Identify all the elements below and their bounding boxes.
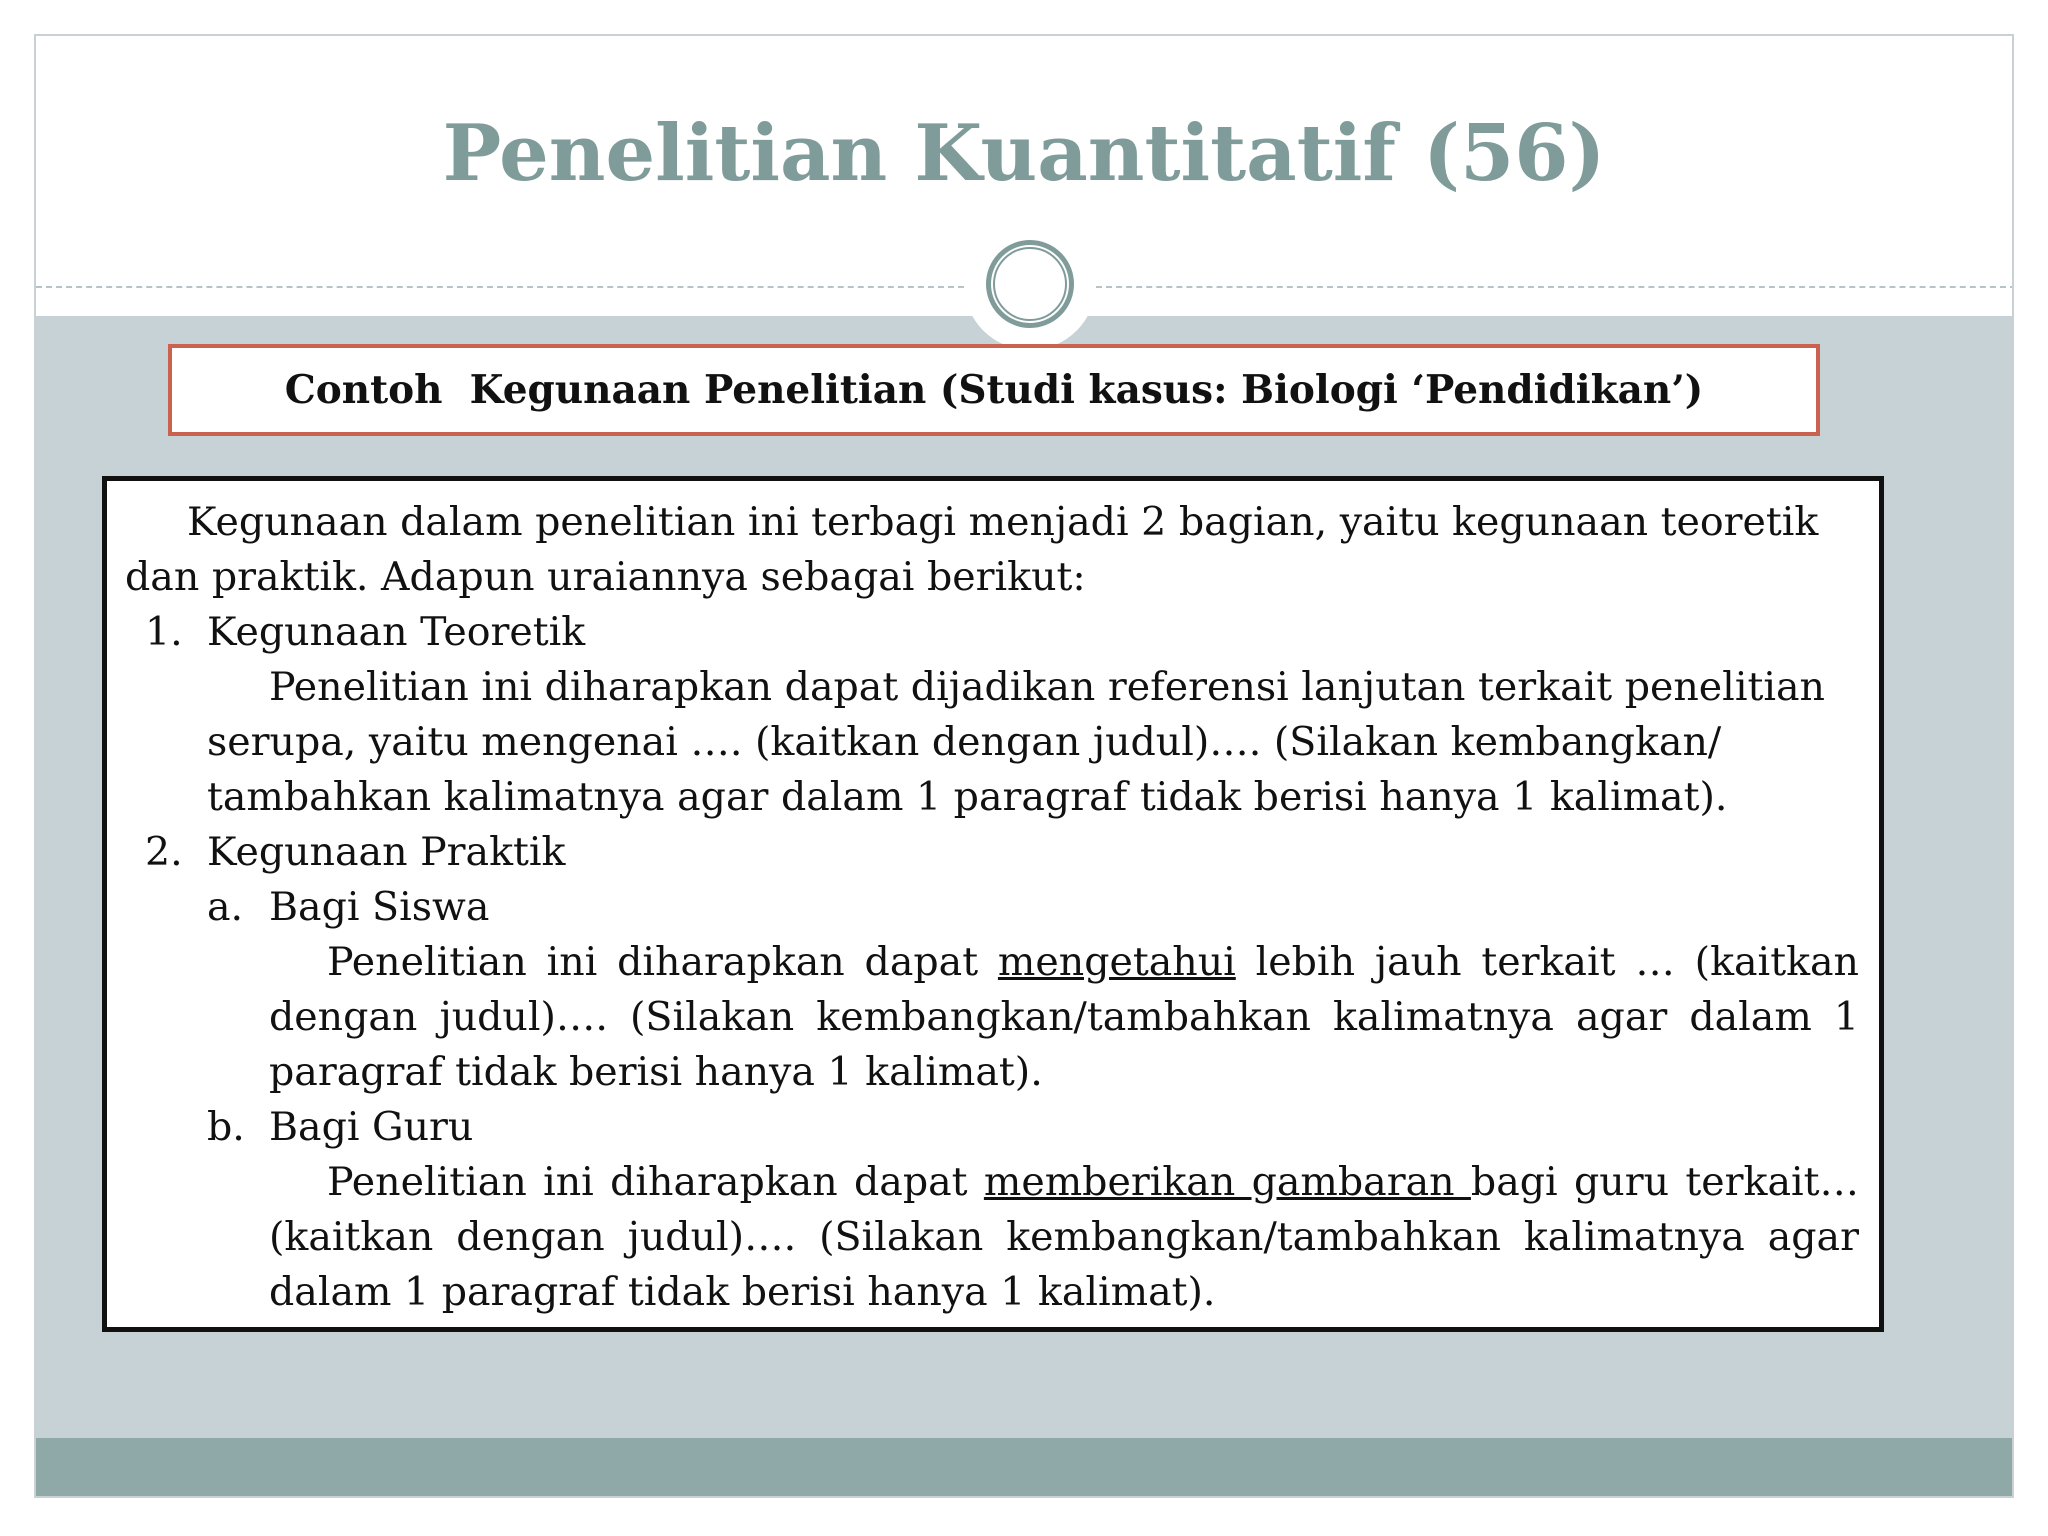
list-marker: 2. <box>145 829 183 875</box>
list-item-teoretik <box>125 605 1859 660</box>
subtitle-text: Contoh Kegunaan Penelitian (Studi kasus: Biologi ‘Pendidikan’) <box>284 367 1704 413</box>
divider-left <box>36 286 964 288</box>
subtitle-box <box>168 344 1820 436</box>
list-item-label: Kegunaan Teoretik <box>207 609 586 655</box>
sublist-marker: b. <box>207 1104 245 1150</box>
content-box <box>102 476 1884 1332</box>
circle-ornament-icon <box>964 218 1096 350</box>
siswa-text-after: lebih jauh terkait … (kaitkan dengan judul)…. (Silakan kembangkan/tambahkan kalimatnya agar dalam 1 paragraf tidak berisi hanya 1 kalimat). <box>269 939 1859 1095</box>
guru-underlined-text: memberikan gambaran <box>983 1159 1471 1205</box>
sublist-item-label: Bagi Siswa <box>269 884 490 930</box>
guru-text-before: Penelitian ini diharapkan dapat <box>327 1159 984 1205</box>
intro-paragraph: Kegunaan dalam penelitian ini terbagi menjadi 2 bagian, yaitu kegunaan teoretik dan praktik. Adapun uraiannya sebagai berikut: <box>125 499 1819 600</box>
sublist-item-guru <box>125 1100 1859 1155</box>
sublist-marker: a. <box>207 884 244 930</box>
guru-text-after: bagi guru terkait… (kaitkan dengan judul)…. (Silakan kembangkan/tambahkan kalimatnya agar dalam 1 paragraf tidak berisi hanya 1 kalimat). <box>269 1159 1859 1315</box>
list-item-praktik <box>125 825 1859 880</box>
siswa-paragraph <box>125 935 1859 1100</box>
siswa-underlined-text: mengetahui <box>997 939 1236 985</box>
sublist-item-siswa <box>125 880 1859 935</box>
sublist-item-label: Bagi Guru <box>269 1104 474 1150</box>
divider-right <box>1096 286 2014 288</box>
footer-band <box>36 1438 2012 1498</box>
list-marker: 1. <box>145 609 183 655</box>
guru-paragraph <box>125 1155 1859 1320</box>
list-item-label: Kegunaan Praktik <box>207 829 566 875</box>
ornament-inner-ring <box>993 247 1067 321</box>
teoretik-paragraph: Penelitian ini diharapkan dapat dijadikan referensi lanjutan terkait penelitian serupa, yaitu mengenai …. (kaitkan dengan judul)…. (Silakan kembangkan/ tambahkan kalimatnya agar dalam 1 paragraf tidak berisi hanya 1 kalimat). <box>207 664 1825 820</box>
slide-title: Penelitian Kuantitatif (56) <box>442 108 1606 199</box>
siswa-text-before: Penelitian ini diharapkan dapat <box>327 939 998 985</box>
